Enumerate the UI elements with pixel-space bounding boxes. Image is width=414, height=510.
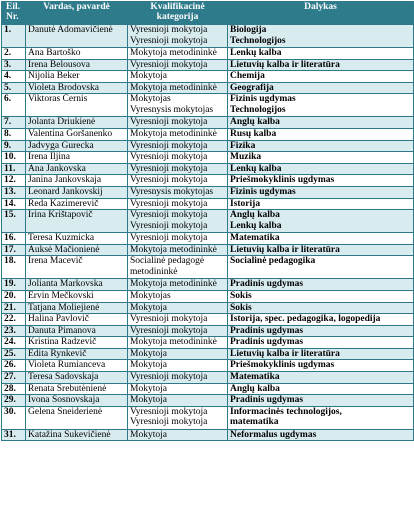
- subject-line: Informacinės technologijos,: [230, 406, 342, 417]
- table-row: [2, 140, 414, 152]
- category-line: Mokytoja: [130, 383, 167, 394]
- subject-line: Chemija: [230, 71, 265, 82]
- table-row: [2, 25, 414, 48]
- subject-line: Fizinis ugdymas: [230, 94, 296, 105]
- category-line: Vyresnioji mokytoja: [130, 25, 208, 35]
- teacher-name: Irena Iljina: [26, 152, 128, 164]
- table-row: [2, 348, 414, 360]
- subject-line: Matematika: [230, 233, 280, 244]
- subject-line: Anglų kalba: [230, 210, 280, 221]
- subject-line: Fizika: [230, 140, 256, 151]
- teacher-name: Jadvyga Gurecka: [26, 140, 128, 152]
- teacher-name: Ana Bartoško: [26, 48, 128, 60]
- subject-line: Istorija: [230, 198, 261, 209]
- qualification-category: [128, 302, 228, 314]
- row-number: 12.: [2, 175, 26, 187]
- subject: [228, 128, 414, 140]
- teacher-name: Irena Macevič: [26, 256, 128, 279]
- row-number: 20.: [2, 290, 26, 302]
- subject: [228, 256, 414, 279]
- row-number: 6.: [2, 94, 26, 117]
- teacher-name: Viktoras Černis: [26, 94, 128, 117]
- table-row: [2, 290, 414, 302]
- teacher-name: Danutė Adomavičienė: [26, 25, 128, 48]
- row-number: 14.: [2, 198, 26, 210]
- subject-line: Biologija: [230, 25, 267, 35]
- qualification-category: [128, 383, 228, 395]
- row-number: 4.: [2, 71, 26, 83]
- qualification-category: [128, 372, 228, 384]
- subject-line: Pradinis ugdymas: [230, 395, 304, 406]
- category-line: metodininkė: [130, 266, 178, 277]
- subject-line: Anglų kalba: [230, 117, 280, 128]
- subject-line: Šokis: [230, 290, 252, 301]
- teacher-name: Jolanta Driukienė: [26, 117, 128, 129]
- subject: [228, 94, 414, 117]
- category-line: Socialinė pedagogė: [130, 256, 205, 267]
- header-category: Kvalifikacinė kategorija: [128, 2, 228, 25]
- qualification-category: [128, 198, 228, 210]
- category-line: Vyresnysis mokytojas: [130, 104, 214, 115]
- category-line: Vyresnioji mokytoja: [130, 233, 208, 244]
- subject-line: Pradinis ugdymas: [230, 325, 304, 336]
- table-row: [2, 337, 414, 349]
- qualification-category: [128, 279, 228, 291]
- subject-line: Pradinis ugdymas: [230, 337, 304, 348]
- teacher-name: Valentina Goršanenko: [26, 128, 128, 140]
- teacher-name: Tatjana Moliejienė: [26, 302, 128, 314]
- subject: [228, 372, 414, 384]
- subject-line: Lietuvių kalba ir literatūra: [230, 244, 340, 255]
- table-row: [2, 314, 414, 326]
- qualification-category: [128, 117, 228, 129]
- teacher-name: Irina Krištapovič: [26, 210, 128, 233]
- qualification-category: [128, 163, 228, 175]
- table-row: [2, 372, 414, 384]
- teachers-table: [1, 1, 414, 441]
- row-number: 5.: [2, 82, 26, 94]
- category-line: Vyresnioji mokytoja: [130, 198, 208, 209]
- category-line: Vyresnioji mokytoja: [130, 140, 208, 151]
- row-number: 19.: [2, 279, 26, 291]
- row-number: 16.: [2, 233, 26, 245]
- subject-line: Lenkų kalba: [230, 220, 282, 231]
- table-row: [2, 117, 414, 129]
- qualification-category: [128, 210, 228, 233]
- category-line: Mokytojas: [130, 290, 171, 301]
- row-number: 9.: [2, 140, 26, 152]
- subject-line: Šokis: [230, 302, 252, 313]
- table-row: [2, 175, 414, 187]
- teacher-name: Ana Jankovska: [26, 163, 128, 175]
- qualification-category: [128, 82, 228, 94]
- teacher-name: Janina Jankovskaja: [26, 175, 128, 187]
- subject: [228, 395, 414, 407]
- subject: [228, 383, 414, 395]
- teacher-name: Halina Pavlovič: [26, 314, 128, 326]
- category-line: Vyresnioji mokytoja: [130, 406, 208, 417]
- row-number: 25.: [2, 348, 26, 360]
- table-row: [2, 256, 414, 279]
- teacher-name: Teresa Kuzmicka: [26, 233, 128, 245]
- category-line: Vyresnioji mokytoja: [130, 372, 208, 383]
- qualification-category: [128, 406, 228, 429]
- subject-line: Anglų kalba: [230, 383, 280, 394]
- row-number: 18.: [2, 256, 26, 279]
- table-row: [2, 383, 414, 395]
- teacher-name: Katažina Sukevičienė: [26, 429, 128, 441]
- qualification-category: [128, 429, 228, 441]
- category-line: Vyresnioji mokytoja: [130, 175, 208, 186]
- subject: [228, 71, 414, 83]
- category-line: Mokytoja: [130, 302, 167, 313]
- qualification-category: [128, 128, 228, 140]
- table-row: [2, 152, 414, 164]
- teacher-name: Nijolia Beker: [26, 71, 128, 83]
- subject-line: Geografija: [230, 82, 274, 93]
- subject: [228, 186, 414, 198]
- table-row: [2, 82, 414, 94]
- category-line: Mokytoja metodininkė: [130, 244, 217, 255]
- teacher-name: Gelena Sneiderienė: [26, 406, 128, 429]
- subject-line: Socialinė pedagogika: [230, 256, 316, 267]
- row-number: 24.: [2, 337, 26, 349]
- subject: [228, 337, 414, 349]
- subject: [228, 48, 414, 60]
- subject: [228, 314, 414, 326]
- subject-line: Matematika: [230, 372, 280, 383]
- row-number: 28.: [2, 383, 26, 395]
- teacher-name: Teresa Sadovskaja: [26, 372, 128, 384]
- table-row: [2, 94, 414, 117]
- row-number: 7.: [2, 117, 26, 129]
- qualification-category: [128, 395, 228, 407]
- subject: [228, 325, 414, 337]
- teacher-name: Violeta Rumianceva: [26, 360, 128, 372]
- header-number: Eil. Nr.: [2, 2, 26, 25]
- category-line: Mokytoja: [130, 429, 167, 440]
- row-number: 31.: [2, 429, 26, 441]
- row-number: 3.: [2, 59, 26, 71]
- subject-line: Neformalus ugdymas: [230, 429, 317, 440]
- subject: [228, 210, 414, 233]
- subject-line: Lietuvių kalba ir literatūra: [230, 59, 340, 70]
- qualification-category: [128, 314, 228, 326]
- category-line: Mokytoja: [130, 360, 167, 371]
- table-row: [2, 233, 414, 245]
- row-number: 13.: [2, 186, 26, 198]
- table-row: [2, 406, 414, 429]
- table-row: [2, 395, 414, 407]
- row-number: 27.: [2, 372, 26, 384]
- subject: [228, 406, 414, 429]
- qualification-category: [128, 186, 228, 198]
- category-line: Vyresnioji mokytoja: [130, 325, 208, 336]
- subject: [228, 59, 414, 71]
- teacher-name: Leonard Jankovskij: [26, 186, 128, 198]
- row-number: 1.: [2, 25, 26, 48]
- subject-line: Muzika: [230, 152, 262, 163]
- subject: [228, 348, 414, 360]
- table-row: [2, 302, 414, 314]
- header-row: [2, 2, 414, 25]
- table-body: [2, 25, 414, 441]
- row-number: 8.: [2, 128, 26, 140]
- qualification-category: [128, 360, 228, 372]
- qualification-category: [128, 94, 228, 117]
- qualification-category: [128, 48, 228, 60]
- table-header: [2, 2, 414, 25]
- table-row: [2, 210, 414, 233]
- subject: [228, 82, 414, 94]
- category-line: Vyresnioji mokytoja: [130, 117, 208, 128]
- category-line: Mokytoja metodininkė: [130, 128, 217, 139]
- table-row: [2, 429, 414, 441]
- table-row: [2, 186, 414, 198]
- subject-line: Lenkų kalba: [230, 48, 282, 58]
- row-number: 21.: [2, 302, 26, 314]
- teacher-name: Ivona Sosnovskaja: [26, 395, 128, 407]
- subject-line: Istorija, spec. pedagogika, logopedija: [230, 314, 381, 325]
- table-row: [2, 71, 414, 83]
- subject: [228, 233, 414, 245]
- category-line: Mokytoja: [130, 395, 167, 406]
- subject-line: Technologijos: [230, 104, 286, 115]
- teacher-name: Danuta Pimanova: [26, 325, 128, 337]
- qualification-category: [128, 233, 228, 245]
- row-number: 2.: [2, 48, 26, 60]
- category-line: Mokytojas: [130, 94, 171, 105]
- subject-line: Lietuvių kalba ir literatūra: [230, 348, 340, 359]
- qualification-category: [128, 25, 228, 48]
- qualification-category: [128, 290, 228, 302]
- teacher-name: Edita Rynkevič: [26, 348, 128, 360]
- subject: [228, 360, 414, 372]
- subject: [228, 117, 414, 129]
- header-name: Vardas, pavardė: [26, 2, 128, 25]
- teacher-name: Jolianta Markovska: [26, 279, 128, 291]
- category-line: Mokytoja: [130, 71, 167, 82]
- category-line: Mokytoja metodininkė: [130, 48, 217, 58]
- category-line: Vyresnioji mokytoja: [130, 210, 208, 221]
- table-row: [2, 244, 414, 256]
- category-line: Vyresnioji mokytoja: [130, 314, 208, 325]
- category-line: Vyresnysis mokytojas: [130, 186, 214, 197]
- row-number: 11.: [2, 163, 26, 175]
- table-row: [2, 128, 414, 140]
- category-line: Mokytoja: [130, 348, 167, 359]
- category-line: Vyresnioji mokytoja: [130, 59, 208, 70]
- row-number: 26.: [2, 360, 26, 372]
- row-number: 22.: [2, 314, 26, 326]
- qualification-category: [128, 256, 228, 279]
- row-number: 17.: [2, 244, 26, 256]
- row-number: 23.: [2, 325, 26, 337]
- qualification-category: [128, 337, 228, 349]
- teacher-name: Irena Belousova: [26, 59, 128, 71]
- subject: [228, 290, 414, 302]
- subject: [228, 175, 414, 187]
- subject: [228, 163, 414, 175]
- qualification-category: [128, 152, 228, 164]
- table-row: [2, 198, 414, 210]
- category-line: Vyresnioji mokytoja: [130, 163, 208, 174]
- subject: [228, 25, 414, 48]
- subject: [228, 140, 414, 152]
- row-number: 15.: [2, 210, 26, 233]
- subject: [228, 279, 414, 291]
- teacher-name: Kristina Radzevič: [26, 337, 128, 349]
- category-line: Vyresnioji mokytoja: [130, 417, 208, 428]
- subject-line: Fizinis ugdymas: [230, 186, 296, 197]
- table-row: [2, 279, 414, 291]
- teacher-name: Reda Kazimerevič: [26, 198, 128, 210]
- teacher-name: Auksė Mačionienė: [26, 244, 128, 256]
- subject: [228, 198, 414, 210]
- category-line: Vyresnioji mokytoja: [130, 35, 208, 46]
- teacher-name: Ervin Mečkovski: [26, 290, 128, 302]
- qualification-category: [128, 348, 228, 360]
- subject: [228, 244, 414, 256]
- row-number: 10.: [2, 152, 26, 164]
- category-line: Vyresnioji mokytoja: [130, 152, 208, 163]
- table-row: [2, 360, 414, 372]
- subject-line: Technologijos: [230, 35, 286, 46]
- table-row: [2, 48, 414, 60]
- qualification-category: [128, 140, 228, 152]
- subject-line: Priešmokyklinis ugdymas: [230, 175, 335, 186]
- category-line: Mokytoja metodininkė: [130, 337, 217, 348]
- subject: [228, 302, 414, 314]
- subject-line: Rusų kalba: [230, 128, 277, 139]
- table-row: [2, 163, 414, 175]
- qualification-category: [128, 71, 228, 83]
- teacher-name: Renata Srebutėnienė: [26, 383, 128, 395]
- subject-line: Lenkų kalba: [230, 163, 282, 174]
- qualification-category: [128, 175, 228, 187]
- row-number: 29.: [2, 395, 26, 407]
- subject: [228, 429, 414, 441]
- subject: [228, 152, 414, 164]
- table-row: [2, 59, 414, 71]
- category-line: Mokytoja metodininkė: [130, 82, 217, 93]
- category-line: Vyresnioji mokytoja: [130, 220, 208, 231]
- subject-line: Priešmokyklinis ugdymas: [230, 360, 335, 371]
- qualification-category: [128, 325, 228, 337]
- category-line: Mokytoja metodininkė: [130, 279, 217, 290]
- header-subject: Dalykas: [228, 2, 414, 25]
- qualification-category: [128, 59, 228, 71]
- table-row: [2, 325, 414, 337]
- row-number: 30.: [2, 406, 26, 429]
- qualification-category: [128, 244, 228, 256]
- subject-line: Pradinis ugdymas: [230, 279, 304, 290]
- subject-line: matematika: [230, 417, 279, 428]
- teacher-name: Violeta Brodovska: [26, 82, 128, 94]
